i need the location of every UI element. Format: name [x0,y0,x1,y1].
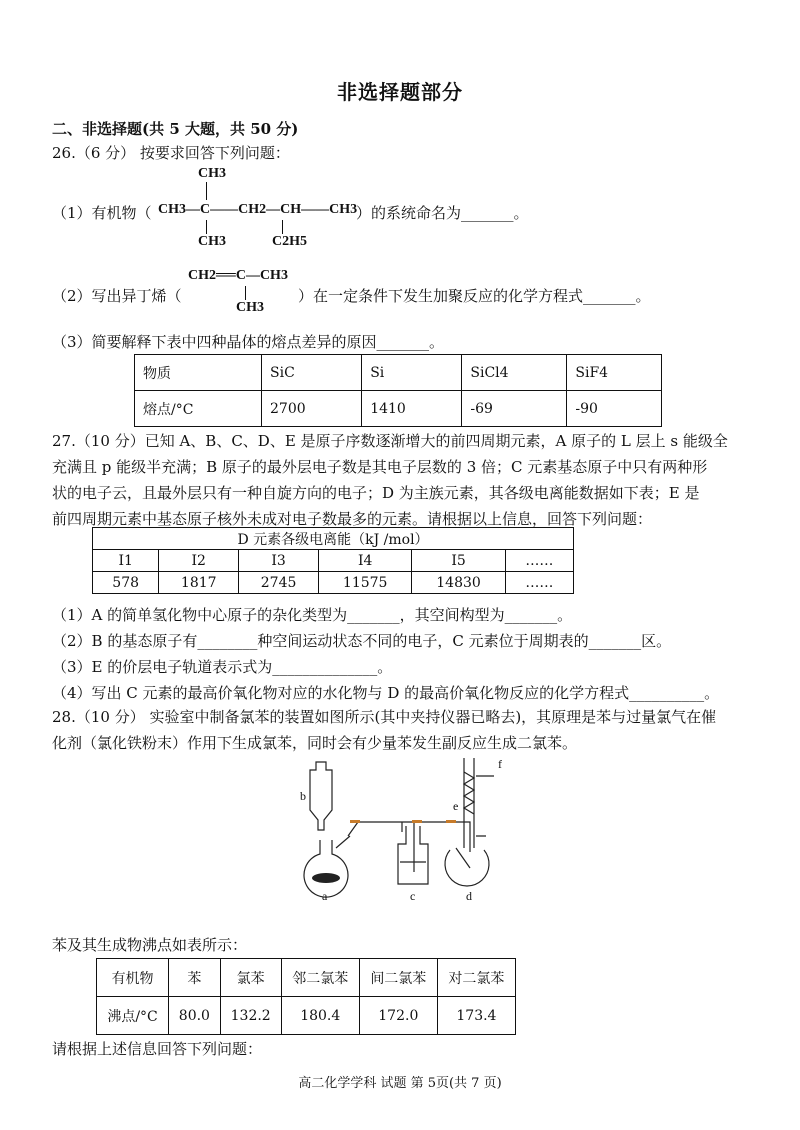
ionization-energy-table [92,527,574,594]
table-cell: 沸点/°C [97,997,169,1035]
table-cell: 132.2 [220,997,281,1035]
label-a: a [322,889,328,902]
table-cell: 578 [93,572,159,594]
table-cell: SiC [262,355,362,391]
table-cell: I2 [159,550,239,572]
label-e: e [453,799,459,813]
q26-stem: 26.（6 分） 按要求回答下列问题： [52,144,290,162]
q28-line-1: 28.（10 分） 实验室中制备氯苯的装置如图所示(其中夹持仪器已略去)，其原理是苯与过量氯气在催 [52,708,717,726]
table-cell: …… [505,572,573,594]
table-cell: SiF4 [567,355,662,391]
q27-line-1: 27.（10 分）已知 A、B、C、D、E 是原子序数逐渐增大的前四周期元素，A 原子的 L 层上 s 能级全 [52,432,728,450]
table-cell: 2745 [239,572,319,594]
q26-part1-suffix: ）的系统命名为_______。 [356,204,529,222]
apparatus-diagram [290,752,520,902]
q28-table-intro: 苯及其生成物沸点如表所示： [52,936,248,954]
table-cell: 物质 [135,355,262,391]
table-cell: 有机物 [97,959,169,997]
q27-line-4: 前四周期元素中基态原子核外未成对电子数最多的元素。请根据以上信息，回答下列问题： [52,510,653,528]
table-cell: I1 [93,550,159,572]
table-cell: SiCl4 [462,355,567,391]
page-footer: 高二化学学科 试题 第 5页(共 7 页) [298,1076,502,1091]
table-cell: 1817 [159,572,239,594]
table-cell: I3 [239,550,319,572]
structure1-bottom-right: C2H5 [272,234,307,249]
structure1-main-chain: CH3—C——CH2—CH——CH3 [158,202,358,217]
table-cell: 180.4 [281,997,359,1035]
melting-point-table [134,354,662,427]
table-cell: 苯 [169,959,221,997]
table-cell: I5 [412,550,505,572]
label-b: b [300,789,306,803]
table-cell: 172.0 [359,997,437,1035]
table-cell: -69 [462,391,567,427]
q26-part2-suffix: ）在一定条件下发生加聚反应的化学方程式_______。 [298,287,651,305]
table-cell: 熔点/°C [135,391,262,427]
table-cell: Si [362,355,462,391]
table-cell: …… [505,550,573,572]
structure2-top-line: CH2══C—CH3 [188,268,288,283]
label-c: c [410,889,416,902]
table-caption: D 元素各级电离能（kJ /mol） [93,528,574,550]
section-heading: 二、非选择题(共 5 大题，共 50 分) [52,120,299,138]
table-cell: 80.0 [169,997,221,1035]
q27-sub-2: （2）B 的基态原子有________种空间运动状态不同的电子，C 元素位于周期表的_______区。 [52,632,672,650]
table-cell: 对二氯苯 [437,959,515,997]
q28-line-2: 化剂（氯化铁粉末）作用下生成氯苯，同时会有少量苯发生副反应生成二氯苯。 [52,734,578,752]
table-cell: 邻二氯苯 [281,959,359,997]
structure2-bottom-group: CH3 [236,300,264,315]
table-cell: -90 [567,391,662,427]
label-d: d [466,889,472,902]
q26-part1-prefix: （1）有机物（ [52,204,152,222]
q27-sub-4: （4）写出 C 元素的最高价氧化物对应的水化物与 D 的最高价氧化物反应的化学方程式__________。 [52,684,720,702]
q27-line-3: 状的电子云，且最外层只有一种自旋方向的电子；D 为主族元素，其各级电离能数据如下表；E 是 [52,484,700,502]
q27-line-2: 充满且 p 能级半充满；B 原子的最外层电子数是其电子层数的 3 倍；C 元素基态原子中只有两种形 [52,458,708,476]
q26-part3: （3）简要解释下表中四种晶体的熔点差异的原因_______。 [52,333,445,351]
q27-sub-1: （1）A 的简单氢化物中心原子的杂化类型为_______，其空间构型为_______。 [52,606,573,624]
table-cell: 氯苯 [220,959,281,997]
structure1-top-group: CH3 [198,166,226,181]
table-cell: 11575 [319,572,412,594]
label-f: f [498,757,502,771]
table-cell: I4 [319,550,412,572]
page-title: 非选择题部分 [337,80,463,104]
table-cell: 173.4 [437,997,515,1035]
q26-part2-prefix: （2）写出异丁烯（ [52,287,182,305]
table-cell: 2700 [262,391,362,427]
table-cell: 1410 [362,391,462,427]
boiling-point-table [96,958,516,1035]
q27-sub-3: （3）E 的价层电子轨道表示式为______________。 [52,658,393,676]
table-cell: 14830 [412,572,505,594]
table-cell: 间二氯苯 [359,959,437,997]
catalyst-powder [312,873,340,883]
q28-closing: 请根据上述信息回答下列问题： [52,1040,263,1058]
structure1-bottom-left: CH3 [198,234,226,249]
